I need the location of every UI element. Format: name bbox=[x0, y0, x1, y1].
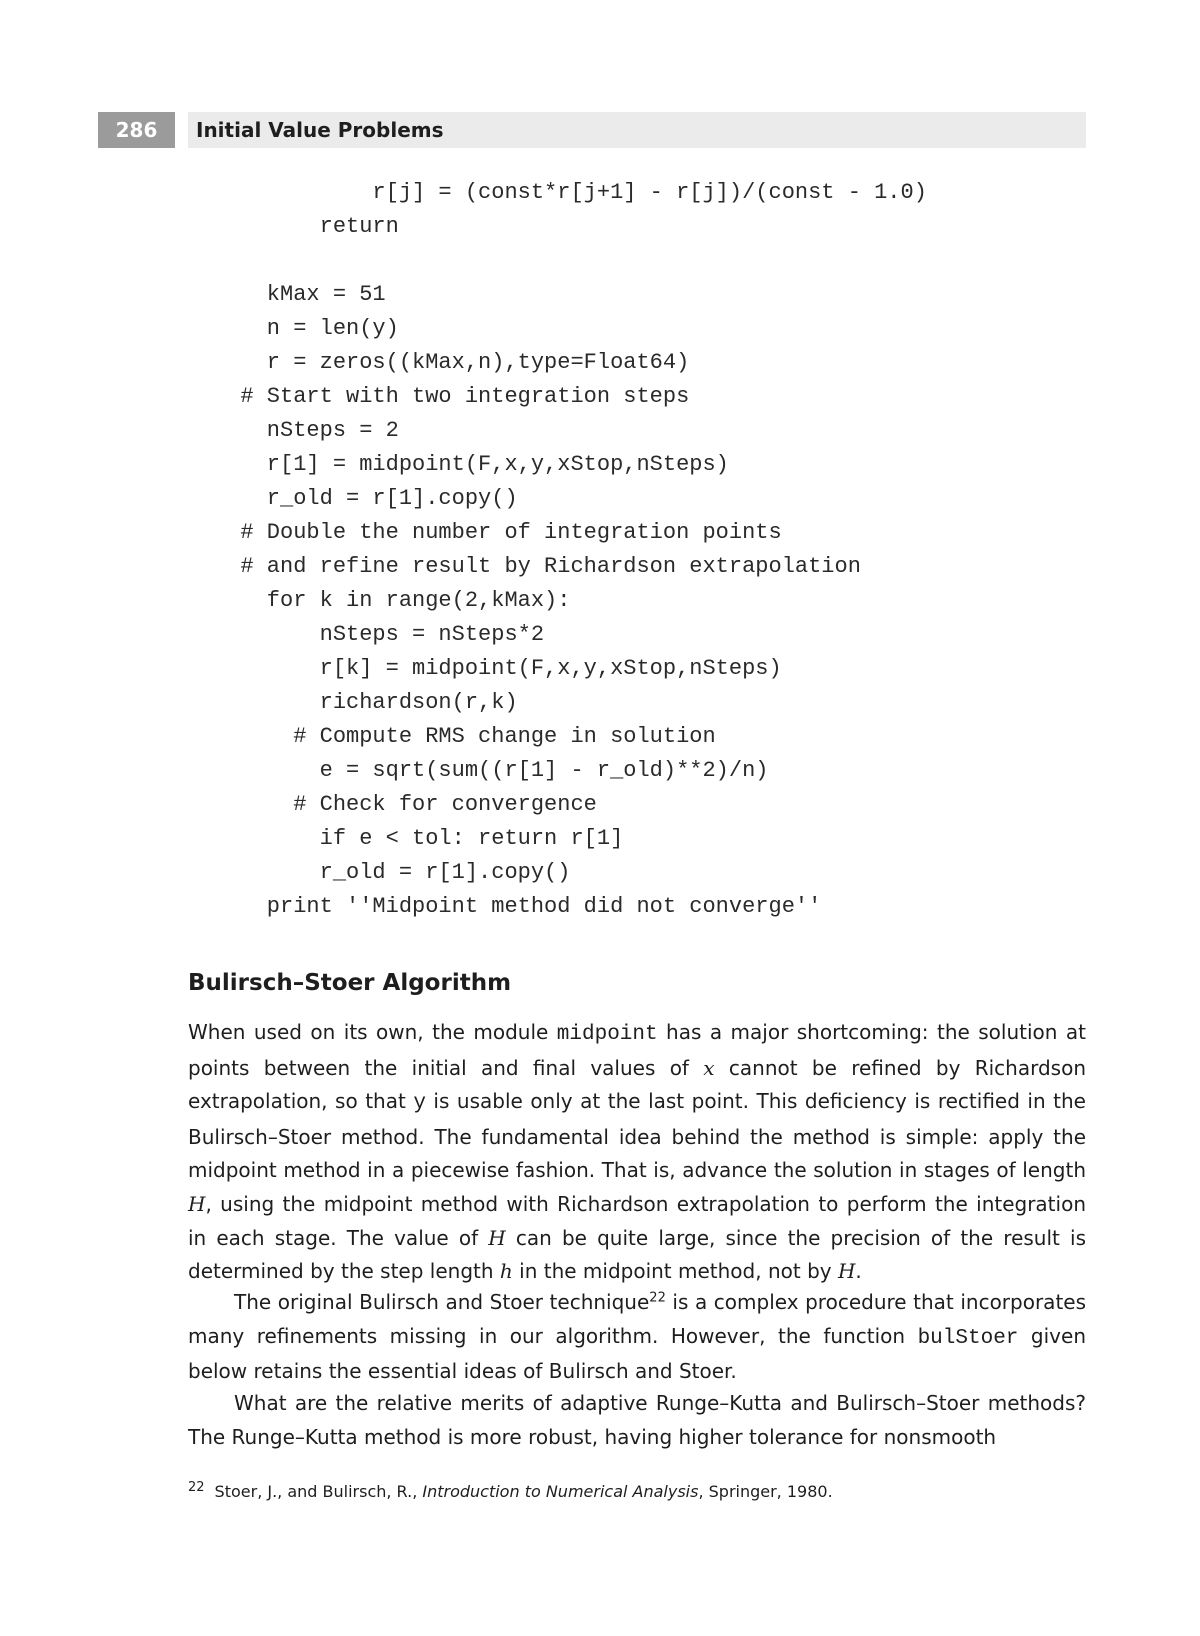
math-symbol-H: H bbox=[188, 1191, 206, 1216]
code-line: r[j] = (const*r[j+1] - r[j])/(const - 1.0) bbox=[214, 180, 927, 205]
code-line: for k in range(2,kMax): bbox=[214, 588, 571, 613]
running-title: Initial Value Problems bbox=[196, 118, 444, 142]
code-line: nSteps = 2 bbox=[214, 418, 399, 443]
footnote-publisher: , Springer, 1980. bbox=[698, 1482, 833, 1501]
paragraph-3: What are the relative merits of adaptive Runge–Kutta and Bulirsch–Stoer methods? The Runge–Kutta method is more robust, having higher tolerance for nonsmooth bbox=[188, 1391, 1086, 1449]
footnote bbox=[188, 1480, 1086, 1504]
footnote-book-title: Introduction to Numerical Analysis bbox=[422, 1482, 699, 1501]
code-line: return bbox=[214, 214, 399, 239]
math-symbol-H: H bbox=[488, 1225, 506, 1250]
code-line: if e < tol: return r[1] bbox=[214, 826, 624, 851]
code-line: r[1] = midpoint(F,x,y,xStop,nSteps) bbox=[214, 452, 729, 477]
code-line: r_old = r[1].copy() bbox=[214, 486, 518, 511]
page-number: 286 bbox=[98, 112, 175, 148]
code-line: # and refine result by Richardson extrapolation bbox=[214, 554, 861, 579]
paragraph-1-text: cannot be refined by Richardson extrapolation, so that bbox=[188, 1055, 1087, 1114]
paragraph-2-text: is a complex procedure that incorporates many refinements missing in our algorithm. However, the function bbox=[188, 1290, 1087, 1348]
paragraph-1-text: is usable only at the last point. This deficiency is rectified in the Bulirsch–Stoer method. The fundamental idea behind the method is simple: apply the midpoint method in a piecewise fashion. That is, advance the solution in stages of length bbox=[188, 1089, 1086, 1183]
code-line: kMax = 51 bbox=[214, 282, 386, 307]
paragraph-2-text: given below retains the essential ideas of Bulirsch and Stoer. bbox=[188, 1323, 1086, 1384]
code-line: n = len(y) bbox=[214, 316, 399, 341]
section-heading: Bulirsch–Stoer Algorithm bbox=[188, 970, 512, 996]
paragraph-1-text: has a major shortcoming: the solution at points between the initial and final values of bbox=[188, 1020, 1086, 1080]
code-line: # Double the number of integration points bbox=[214, 520, 782, 545]
code-line: e = sqrt(sum((r[1] - r_old)**2)/n) bbox=[214, 758, 769, 783]
paragraph-1-text: , using the midpoint method with Richardson extrapolation to perform the integration in each stage. The value of bbox=[188, 1191, 1086, 1250]
code-line bbox=[214, 244, 927, 278]
paragraph-1-text: in the midpoint method, not by bbox=[512, 1259, 838, 1284]
code-line: r[k] = midpoint(F,x,y,xStop,nSteps) bbox=[214, 656, 782, 681]
paragraph-1 bbox=[188, 1016, 1086, 1289]
code-line: r_old = r[1].copy() bbox=[214, 860, 571, 885]
code-block bbox=[214, 176, 927, 924]
code-line: # Compute RMS change in solution bbox=[214, 724, 716, 749]
footnote-authors: Stoer, J., and Bulirsch, R., bbox=[214, 1482, 423, 1501]
paragraph-2 bbox=[188, 1286, 1086, 1389]
paragraph-1-text: can be quite large, since the precision of the result is determined by the step length bbox=[188, 1225, 1086, 1284]
inline-code-bulStoer: bulStoer bbox=[917, 1326, 1019, 1350]
math-symbol-h: h bbox=[499, 1259, 513, 1284]
inline-code-midpoint: midpoint bbox=[556, 1023, 658, 1046]
code-line: nSteps = nSteps*2 bbox=[214, 622, 545, 647]
math-symbol-x: x bbox=[703, 1055, 715, 1080]
code-line: r = zeros((kMax,n),type=Float64) bbox=[214, 350, 690, 375]
math-symbol-H: H bbox=[837, 1259, 856, 1284]
inline-code-y: y bbox=[413, 1092, 426, 1116]
paragraph-1-text: When used on its own, the module bbox=[188, 1020, 557, 1044]
paragraph-1-text: . bbox=[855, 1259, 862, 1284]
footnote-reference: 22 bbox=[649, 1290, 666, 1306]
footnote-marker: 22 bbox=[188, 1479, 205, 1495]
paragraph-2-text: The original Bulirsch and Stoer technique bbox=[234, 1290, 650, 1314]
code-line: # Start with two integration steps bbox=[214, 384, 690, 409]
running-head bbox=[188, 112, 1086, 148]
code-line: richardson(r,k) bbox=[214, 690, 518, 715]
code-line: # Check for convergence bbox=[214, 792, 597, 817]
code-line: print ''Midpoint method did not converge'' bbox=[214, 894, 822, 919]
